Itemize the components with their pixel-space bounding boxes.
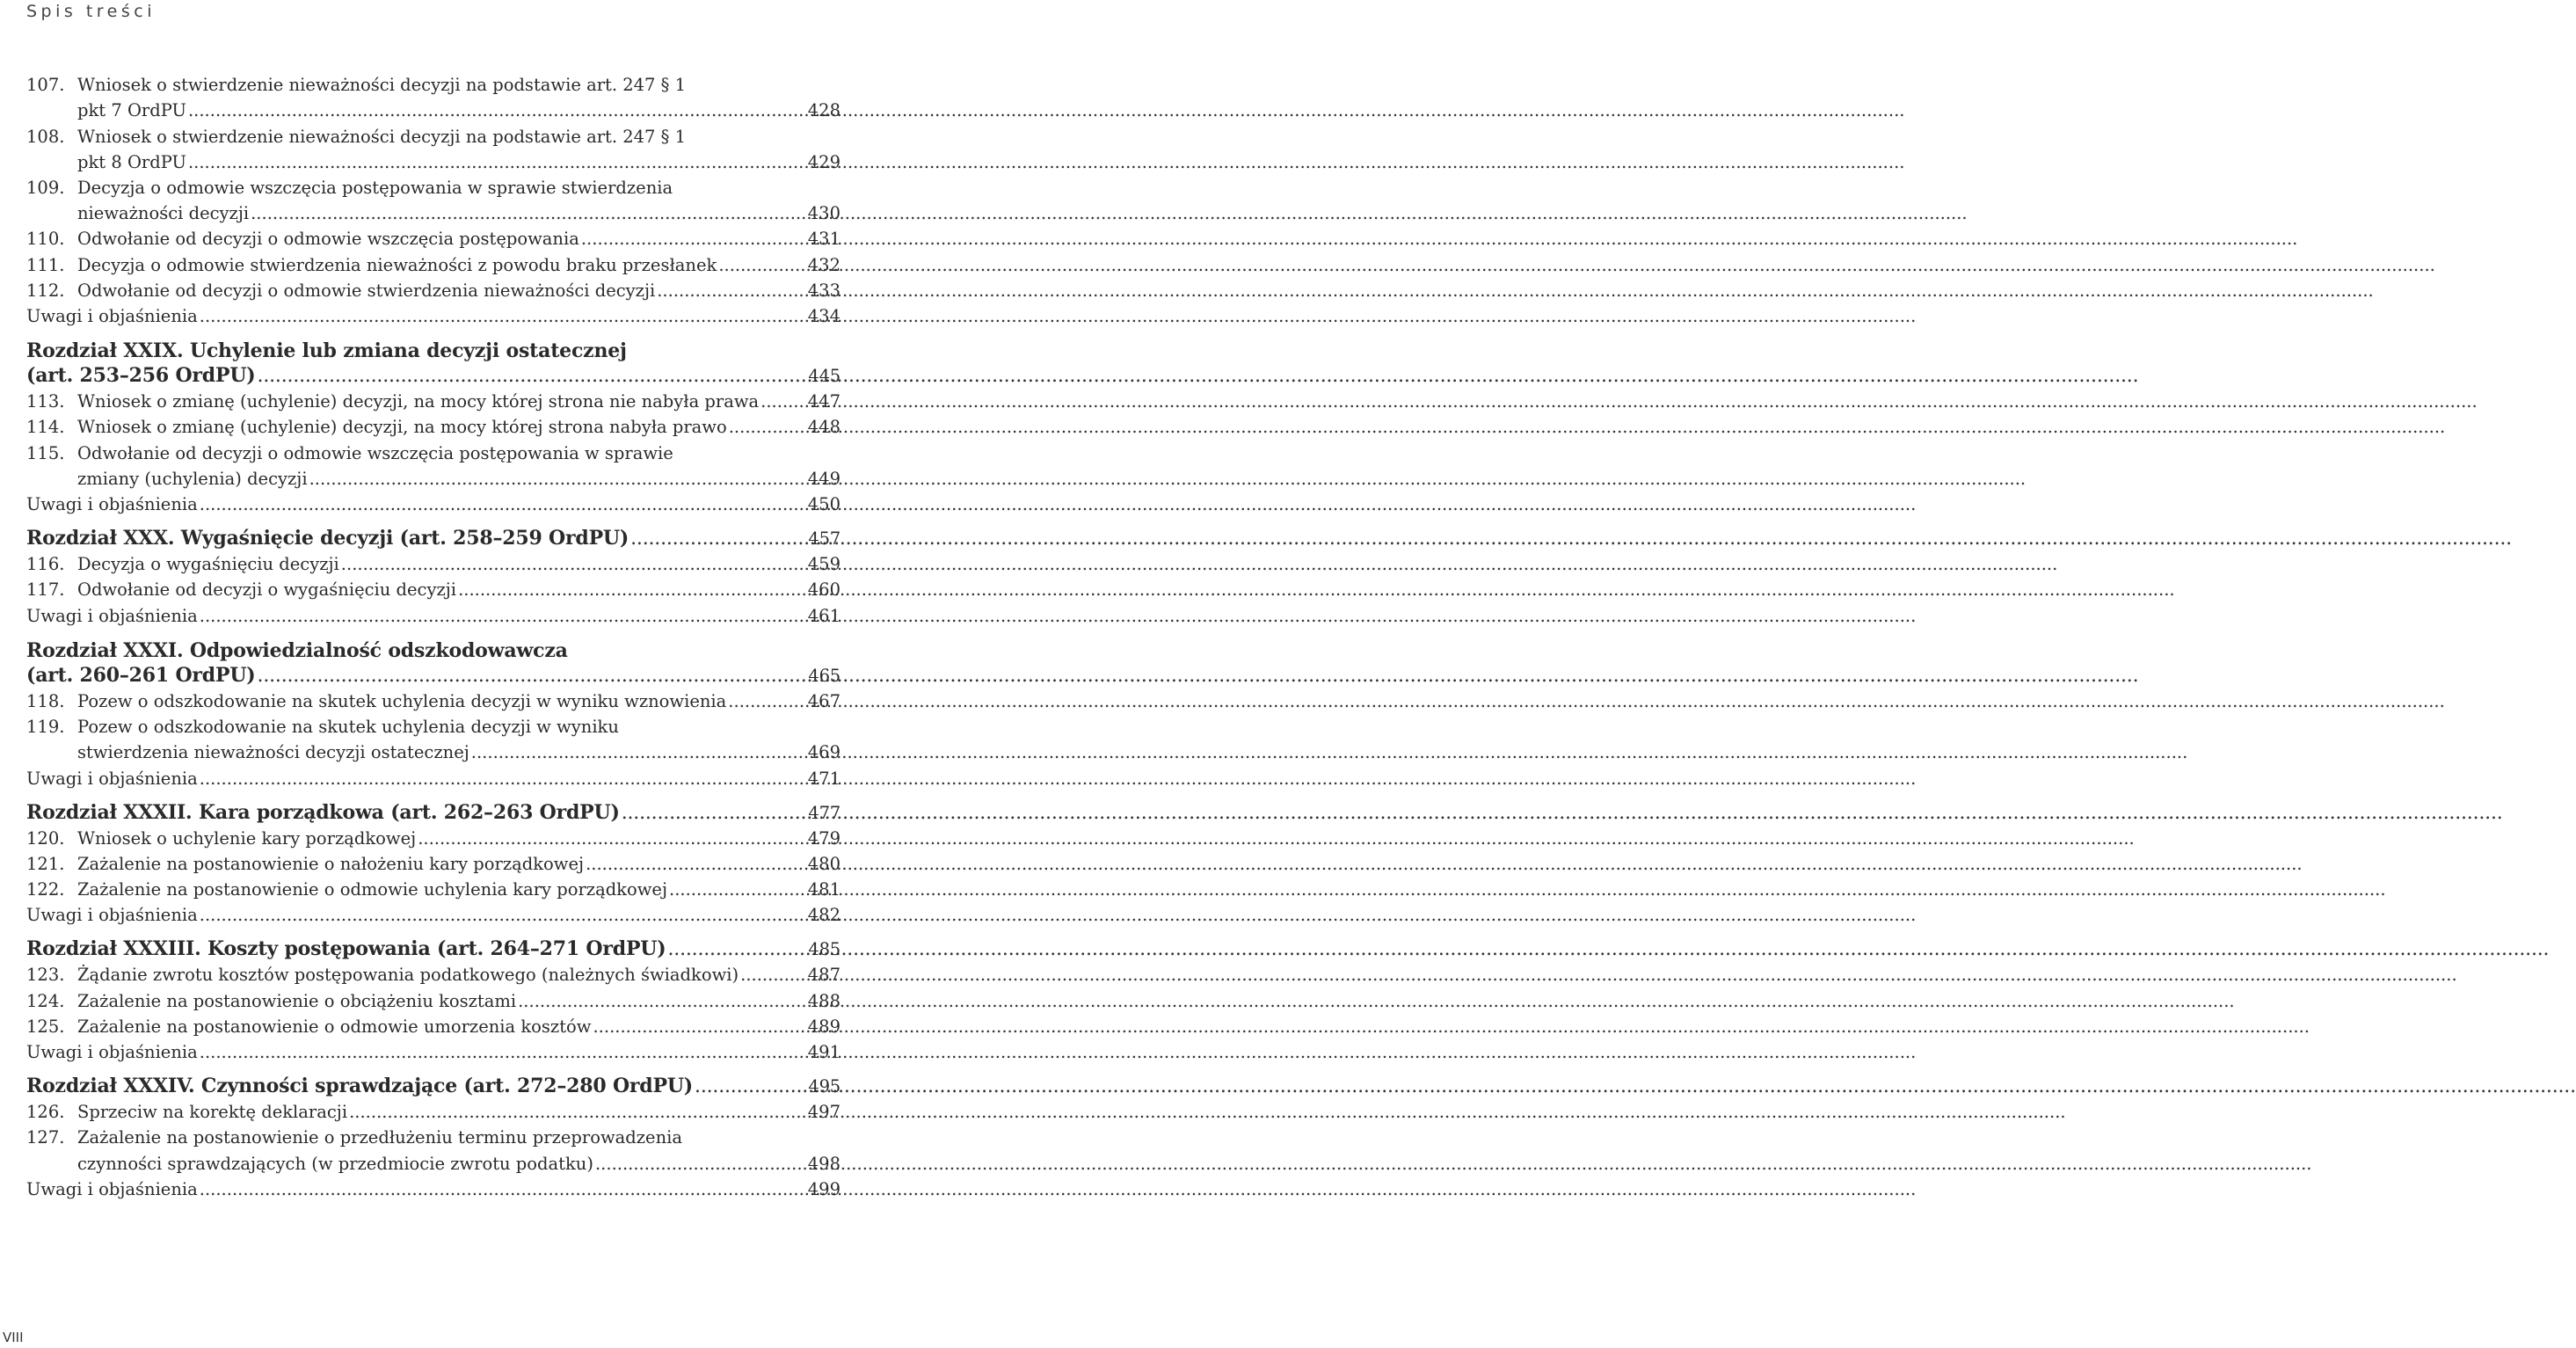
item-number: 108. — [26, 126, 65, 147]
item-number: 118. — [26, 690, 65, 711]
page-number-ref: 432 — [807, 254, 840, 275]
leader-dots — [200, 606, 772, 627]
toc-notes-line — [26, 1039, 840, 1065]
chapter-heading — [26, 329, 840, 363]
toc-item-line — [26, 72, 840, 98]
toc-item-line — [26, 551, 840, 577]
page-number: VIII — [3, 1330, 24, 1345]
leader-dots — [471, 742, 772, 763]
chapter-title: Rozdział XXXIII. Koszty postępowania (art. 264–271 OrdPU) — [26, 937, 666, 961]
toc-row — [26, 742, 840, 763]
toc-row — [26, 528, 840, 550]
leader-dots — [349, 1102, 772, 1123]
notes-title: Uwagi i objaśnienia — [26, 605, 198, 626]
toc-item-line — [26, 1125, 840, 1150]
page-number-ref: 449 — [807, 468, 840, 489]
item-title: Decyzja o odmowie wszczęcia postępowania w sprawie stwierdzenia — [77, 177, 673, 198]
toc-row — [26, 606, 840, 627]
toc-row — [26, 443, 840, 464]
toc-row — [26, 1154, 840, 1175]
toc-row — [26, 178, 840, 199]
page-number-ref: 481 — [807, 879, 840, 900]
table-of-contents — [26, 72, 840, 1202]
chapter-title: Rozdział XXXIV. Czynności sprawdzające (art. 272–280 OrdPU) — [26, 1075, 694, 1097]
toc-row — [26, 828, 840, 849]
item-number: 127. — [26, 1127, 65, 1148]
item-number: 112. — [26, 280, 65, 301]
item-number: 122. — [26, 879, 65, 900]
item-title-continued: zmiany (uchylenia) decyzji — [77, 468, 308, 489]
item-number: 124. — [26, 990, 65, 1011]
toc-row — [26, 554, 840, 575]
page-number-ref: 499 — [807, 1178, 840, 1199]
item-title: Odwołanie od decyzji o wygaśnięciu decyzji — [77, 579, 457, 601]
toc-row — [26, 365, 840, 387]
item-number: 121. — [26, 853, 65, 874]
toc-row — [26, 769, 840, 790]
toc-item-continuation — [26, 740, 840, 765]
item-title-continued: czynności sprawdzających (w przedmiocie zwrotu podatku) — [77, 1153, 593, 1174]
leader-dots — [622, 803, 772, 824]
leader-dots — [200, 1179, 772, 1200]
leader-dots — [760, 391, 772, 412]
toc-row — [26, 1042, 840, 1063]
item-number: 123. — [26, 965, 65, 986]
toc-notes-line — [26, 492, 840, 517]
item-title: Zażalenie na postanowienie o odmowie uchylenia kary porządkowej — [77, 879, 668, 900]
item-title: Wniosek o uchylenie kary porządkowej — [77, 827, 417, 849]
toc-item-line — [26, 877, 840, 902]
chapter-title: Rozdział XXXII. Kara porządkowa (art. 262–263 OrdPU) — [26, 800, 620, 824]
toc-row — [26, 965, 840, 986]
chapter-heading-continuation — [26, 363, 840, 389]
notes-title: Uwagi i objaśnienia — [26, 494, 198, 514]
page-number-ref: 450 — [807, 494, 840, 514]
page-header: Spis treści — [26, 2, 156, 21]
notes-title: Uwagi i objaśnienia — [26, 1178, 198, 1199]
toc-item-line — [26, 123, 840, 149]
chapter-heading — [26, 629, 840, 663]
toc-item-line — [26, 175, 840, 200]
toc-row — [26, 255, 840, 276]
toc-row — [26, 281, 840, 302]
page-number-ref: 497 — [807, 1102, 840, 1123]
toc-row — [26, 905, 840, 926]
toc-row — [26, 640, 840, 661]
notes-title: Uwagi i objaśnienia — [26, 905, 198, 926]
leader-dots — [581, 229, 772, 250]
toc-item-continuation — [26, 1150, 840, 1176]
leader-dots — [258, 666, 772, 687]
leader-dots — [718, 255, 772, 276]
item-number: 113. — [26, 391, 65, 412]
item-title: Zażalenie na postanowienie o przedłużeniu terminu przeprowadzenia — [77, 1127, 682, 1148]
item-title: Decyzja o wygaśnięciu decyzji — [77, 554, 339, 575]
item-number: 117. — [26, 579, 65, 601]
item-title: Odwołanie od decyzji o odmowie stwierdzenia nieważności decyzji — [77, 280, 656, 301]
notes-title: Uwagi i objaśnienia — [26, 768, 198, 789]
toc-row — [26, 1127, 840, 1148]
toc-item-continuation — [26, 149, 840, 175]
page-number-ref: 465 — [808, 665, 840, 686]
chapter-title: Rozdział XXIX. Uchylenie lub zmiana decyzji ostatecznej — [26, 339, 627, 362]
toc-item-line — [26, 987, 840, 1013]
leader-dots — [669, 879, 772, 900]
page-number-ref: 487 — [807, 965, 840, 986]
toc-row — [26, 469, 840, 490]
toc-row — [26, 152, 840, 173]
toc-notes-line — [26, 1177, 840, 1202]
toc-notes-line — [26, 902, 840, 928]
toc-row — [26, 75, 840, 96]
page-number-ref: 460 — [807, 579, 840, 601]
leader-dots — [200, 769, 772, 790]
toc-notes-line — [26, 602, 840, 628]
toc-row — [26, 1102, 840, 1123]
toc-notes-line — [26, 765, 840, 791]
toc-row — [26, 579, 840, 601]
toc-item-line — [26, 440, 840, 465]
page-number-ref: 459 — [807, 554, 840, 575]
page-number-ref: 498 — [807, 1153, 840, 1174]
leader-dots — [251, 203, 772, 224]
chapter-title: Rozdział XXXI. Odpowiedzialność odszkodowawcza — [26, 638, 568, 662]
item-title: Odwołanie od decyzji o odmowie wszczęcia postępowania w sprawie — [77, 442, 673, 463]
item-title: Zażalenie na postanowienie o obciążeniu kosztami — [77, 990, 517, 1011]
toc-row — [26, 100, 840, 121]
page-number-ref: 428 — [807, 100, 840, 121]
leader-dots — [630, 528, 772, 550]
item-number: 125. — [26, 1016, 65, 1037]
page-number-ref: 469 — [807, 742, 840, 763]
page-number-ref: 479 — [807, 827, 840, 849]
leader-dots — [593, 1016, 772, 1038]
toc-row — [26, 879, 840, 900]
item-number: 116. — [26, 554, 65, 575]
leader-dots — [595, 1154, 772, 1175]
item-title: Odwołanie od decyzji o odmowie wszczęcia postępowania — [77, 229, 579, 250]
item-number: 120. — [26, 827, 65, 849]
leader-dots — [200, 494, 772, 515]
leader-dots — [695, 1076, 772, 1097]
toc-row — [26, 854, 840, 875]
toc-item-line — [26, 389, 840, 414]
chapter-heading — [26, 1065, 840, 1099]
chapter-title-continued: (art. 253–256 OrdPU) — [26, 364, 256, 388]
toc-item-line — [26, 414, 840, 440]
toc-item-line — [26, 689, 840, 714]
item-title: Wniosek o zmianę (uchylenie) decyzji, na mocy której strona nabyła prawo — [77, 417, 727, 438]
toc-row — [26, 802, 840, 824]
leader-dots — [586, 854, 772, 875]
toc-item-line — [26, 714, 840, 740]
toc-item-line — [26, 826, 840, 851]
toc-row — [26, 991, 840, 1012]
item-title-continued: nieważności decyzji — [77, 203, 250, 224]
leader-dots — [657, 281, 772, 302]
toc-item-line — [26, 1014, 840, 1039]
item-title: Zażalenie na postanowienie o odmowie umorzenia kosztów — [77, 1016, 592, 1037]
notes-title: Uwagi i objaśnienia — [26, 305, 198, 326]
item-number: 111. — [26, 254, 65, 275]
item-number: 114. — [26, 417, 65, 438]
item-number: 119. — [26, 717, 65, 738]
item-title: Sprzeciw na korektę deklaracji — [77, 1102, 348, 1123]
item-title-continued: stwierdzenia nieważności decyzji ostatecznej — [77, 742, 469, 763]
toc-row — [26, 417, 840, 438]
chapter-title-continued: (art. 260–261 OrdPU) — [26, 663, 256, 687]
toc-row — [26, 494, 840, 515]
toc-row — [26, 1075, 840, 1097]
item-title: Decyzja o odmowie stwierdzenia nieważności z powodu braku przesłanek — [77, 254, 717, 275]
leader-dots — [418, 828, 772, 849]
toc-row — [26, 938, 840, 960]
leader-dots — [200, 306, 772, 327]
toc-row — [26, 1016, 840, 1038]
item-number: 126. — [26, 1102, 65, 1123]
toc-row — [26, 717, 840, 738]
leader-dots — [458, 579, 772, 601]
leader-dots — [258, 366, 772, 387]
item-title: Wniosek o stwierdzenie nieważności decyzji na podstawie art. 247 § 1 — [77, 75, 687, 96]
leader-dots — [200, 1042, 772, 1063]
item-title: Pozew o odszkodowanie na skutek uchylenia decyzji w wyniku — [77, 717, 619, 738]
toc-item-line — [26, 962, 840, 987]
chapter-heading — [26, 791, 840, 826]
toc-item-line — [26, 226, 840, 251]
page-number-ref: 491 — [807, 1042, 840, 1062]
item-number: 107. — [26, 75, 65, 96]
item-title: Pozew o odszkodowanie na skutek uchylenia decyzji w wyniku wznowienia — [77, 690, 727, 711]
page-number-ref: 461 — [807, 605, 840, 626]
notes-title: Uwagi i objaśnienia — [26, 1042, 198, 1062]
toc-row — [26, 1179, 840, 1200]
page-number-ref: 471 — [807, 768, 840, 789]
toc-row — [26, 127, 840, 148]
toc-item-continuation — [26, 466, 840, 492]
chapter-title: Rozdział XXX. Wygaśnięcie decyzji (art. 258–259 OrdPU) — [26, 527, 629, 550]
page-number-ref: 477 — [808, 802, 840, 823]
page-number-ref: 480 — [807, 853, 840, 874]
chapter-heading — [26, 928, 840, 962]
toc-item-line — [26, 251, 840, 277]
leader-dots — [188, 100, 772, 121]
chapter-heading — [26, 517, 840, 551]
page-number-ref: 447 — [807, 391, 840, 412]
page-number-ref: 495 — [808, 1076, 840, 1097]
toc-item-continuation — [26, 200, 840, 226]
page-number-ref: 448 — [807, 417, 840, 438]
toc-item-line — [26, 1099, 840, 1125]
leader-dots — [729, 417, 772, 438]
item-title-continued: pkt 7 OrdPU — [77, 100, 186, 121]
page-number-ref: 430 — [807, 203, 840, 224]
toc-row — [26, 691, 840, 712]
item-title: Zażalenie na postanowienie o nałożeniu kary porządkowej — [77, 853, 585, 874]
chapter-heading-continuation — [26, 663, 840, 689]
page-number-ref: 445 — [808, 366, 840, 387]
toc-row — [26, 229, 840, 250]
leader-dots — [518, 991, 772, 1012]
page-number-ref: 489 — [807, 1016, 840, 1037]
item-title: Żądanie zwrotu kosztów postępowania podatkowego (należnych świadkowi) — [77, 965, 739, 986]
toc-item-line — [26, 851, 840, 877]
page-number-ref: 433 — [807, 280, 840, 301]
toc-row — [26, 306, 840, 327]
leader-dots — [200, 905, 772, 926]
toc-item-line — [26, 278, 840, 303]
page-number-ref: 457 — [808, 528, 840, 549]
item-number: 109. — [26, 177, 65, 198]
page-number-ref: 434 — [807, 305, 840, 326]
page-number-ref: 488 — [807, 990, 840, 1011]
page-number-ref: 467 — [807, 690, 840, 711]
toc-row — [26, 665, 840, 687]
leader-dots — [309, 469, 772, 490]
item-title: Wniosek o stwierdzenie nieważności decyzji na podstawie art. 247 § 1 — [77, 126, 687, 147]
toc-item-line — [26, 577, 840, 602]
item-number: 110. — [26, 229, 65, 250]
toc-row — [26, 391, 840, 412]
page-number-ref: 429 — [807, 151, 840, 172]
toc-notes-line — [26, 303, 840, 329]
item-number: 115. — [26, 442, 65, 463]
leader-dots — [341, 554, 772, 575]
item-title: Wniosek o zmianę (uchylenie) decyzji, na mocy której strona nie nabyła prawa — [77, 391, 760, 412]
leader-dots — [740, 965, 772, 986]
page-number-ref: 482 — [807, 905, 840, 926]
toc-row — [26, 340, 840, 361]
leader-dots — [728, 691, 772, 712]
page-number-ref: 485 — [808, 939, 840, 960]
toc-row — [26, 203, 840, 224]
leader-dots — [188, 152, 772, 173]
item-title-continued: pkt 8 OrdPU — [77, 151, 186, 172]
leader-dots — [668, 939, 773, 960]
page-number-ref: 431 — [807, 229, 840, 250]
toc-item-continuation — [26, 98, 840, 123]
